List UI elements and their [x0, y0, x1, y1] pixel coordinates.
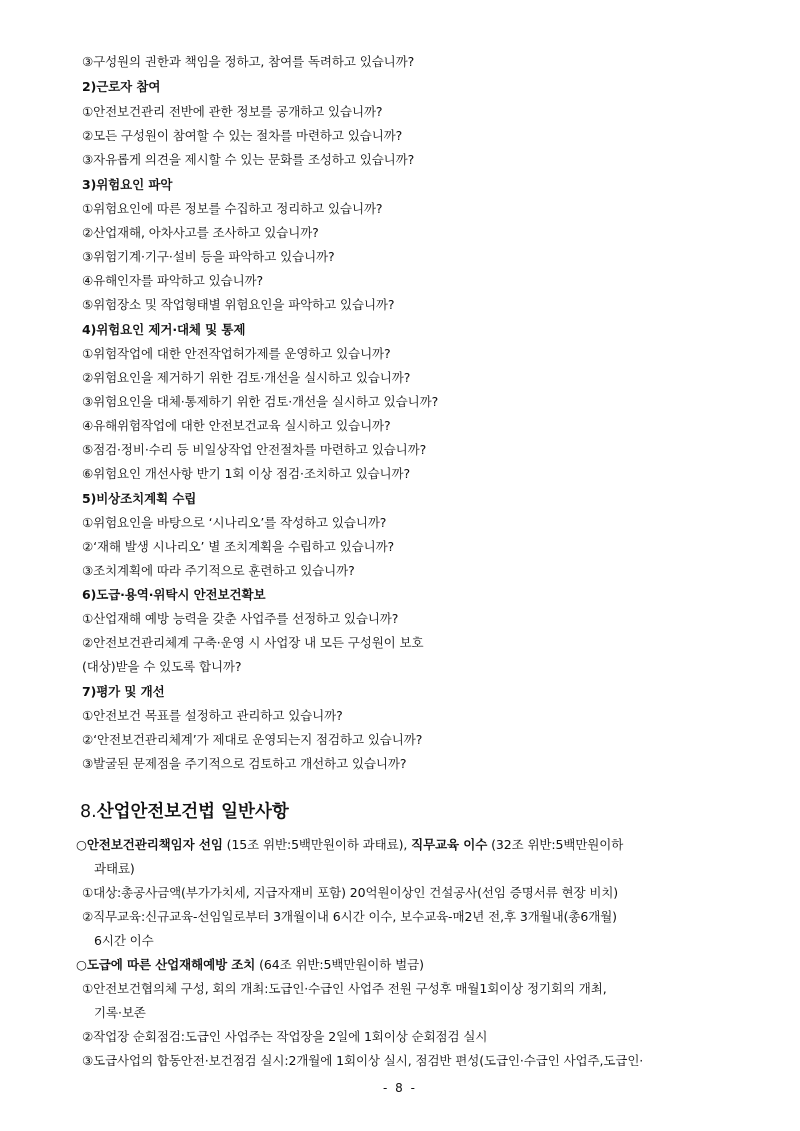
- s2-item-1: ①안전보건관리 전반에 관한 정보를 공개하고 있습니까?: [82, 104, 383, 119]
- s2-item-2: ②모든 구성원이 참여할 수 있는 절차를 마련하고 있습니까?: [82, 128, 403, 143]
- s4-item-3: ③위험요인을 대체·통제하기 위한 검토·개선을 실시하고 있습니까?: [82, 394, 439, 409]
- s3-item-1: ①위험요인에 따른 정보를 수집하고 정리하고 있습니까?: [82, 201, 383, 216]
- s8-p2-line: [76, 955, 424, 975]
- s6-item-1: ①산업재해 예방 능력을 갖춘 사업주를 선정하고 있습니까?: [82, 611, 399, 626]
- s8-p2-bold-1: 도급에 따른 산업재해예방 조치: [86, 957, 256, 972]
- s4-heading: 4)위험요인 제거·대체 및 통제: [82, 322, 246, 337]
- s8-p1-cont: 과태료): [94, 861, 135, 876]
- s5-item-3: ③조치계획에 따라 주기적으로 훈련하고 있습니까?: [82, 563, 355, 578]
- bullet: ○: [76, 837, 87, 852]
- s7-item-3: ③발굴된 문제점을 주기적으로 검토하고 개선하고 있습니까?: [82, 756, 407, 771]
- s2-heading: 2)근로자 참여: [82, 79, 161, 94]
- s8-p1-normal-1: (15조 위반:5백만원이하 과태료),: [222, 837, 412, 852]
- s5-item-2: ②‘재해 발생 시나리오’ 별 조치계획을 수립하고 있습니까?: [82, 539, 395, 554]
- s4-item-4: ④유해위험작업에 대한 안전보건교육 실시하고 있습니까?: [82, 418, 391, 433]
- s5-item-1: ①위험요인을 바탕으로 ‘시나리오’를 작성하고 있습니까?: [82, 515, 387, 530]
- s7-heading: 7)평가 및 개선: [82, 684, 165, 699]
- s6-item-2: ②안전보건관리체계 구축·운영 시 사업장 내 모든 구성원이 보호: [82, 635, 424, 650]
- s8-p2-item-1-cont: 기록·보존: [94, 1005, 146, 1020]
- s4-item-5: ⑤점검·정비·수리 등 비일상작업 안전절차를 마련하고 있습니까?: [82, 442, 427, 457]
- s8-p1-item-1: ①대상:총공사금액(부가가치세, 지급자재비 포함) 20억원이상인 건설공사(선임 증명서류 현장 비치): [82, 885, 619, 900]
- s8-p1-item-2-cont: 6시간 이수: [94, 933, 154, 948]
- s3-heading: 3)위험요인 파악: [82, 177, 173, 192]
- s8-p1-bold-1: 안전보건관리책임자 선임: [86, 837, 223, 852]
- s2-item-3: ③자유롭게 의견을 제시할 수 있는 문화를 조성하고 있습니까?: [82, 152, 415, 167]
- s3-item-2: ②산업재해, 아차사고를 조사하고 있습니까?: [82, 225, 319, 240]
- s7-item-2: ②‘안전보건관리체계’가 제대로 운영되는지 점검하고 있습니까?: [82, 732, 423, 747]
- s4-item-6: ⑥위험요인 개선사항 반기 1회 이상 점검·조치하고 있습니까?: [82, 466, 411, 481]
- section-8-heading: [80, 799, 289, 825]
- s7-item-1: ①안전보건 목표를 설정하고 관리하고 있습니까?: [82, 708, 343, 723]
- bullet: ○: [76, 957, 87, 972]
- s8-p2-normal-1: (64조 위반:5백만원이하 벌금): [255, 957, 424, 972]
- s6-heading: 6)도급·용역·위탁시 안전보건확보: [82, 587, 266, 602]
- s8-p2-item-3: ③도급사업의 합동안전·보건점검 실시:2개월에 1회이상 실시, 점검반 편성(도급인·수급인 사업주,도급인·: [82, 1053, 644, 1068]
- s3-item-5: ⑤위험장소 및 작업형태별 위험요인을 파악하고 있습니까?: [82, 297, 395, 312]
- page-number: - 8 -: [383, 1081, 417, 1095]
- s4-item-1: ①위험작업에 대한 안전작업허가제를 운영하고 있습니까?: [82, 346, 391, 361]
- s8-p1-item-2: ②직무교육:신규교육-선임일로부터 3개월이내 6시간 이수, 보수교육-매2년 전,후 3개월내(총6개월): [82, 909, 617, 924]
- s4-item-2: ②위험요인을 제거하기 위한 검토·개선을 실시하고 있습니까?: [82, 370, 411, 385]
- s8-p1-line: [76, 835, 623, 855]
- s8-p1-bold-2: 직무교육 이수: [411, 837, 488, 852]
- section-8-number: 8.: [80, 802, 97, 822]
- s8-p2-item-1: ①안전보건협의체 구성, 회의 개최:도급인·수급인 사업주 전원 구성후 매월1회이상 정기회의 개최,: [82, 981, 607, 996]
- s8-p2-item-2: ②작업장 순회점검:도급인 사업주는 작업장을 2일에 1회이상 순회점검 실시: [82, 1029, 488, 1044]
- section-8-title: 산업안전보건법 일반사항: [96, 802, 289, 822]
- s5-heading: 5)비상조치계획 수립: [82, 491, 197, 506]
- s3-item-3: ③위험기계·기구·설비 등을 파악하고 있습니까?: [82, 249, 335, 264]
- s8-p1-normal-2: (32조 위반:5백만원이하: [487, 837, 624, 852]
- s1-item-3: ③구성원의 권한과 책임을 정하고, 참여를 독려하고 있습니까?: [82, 54, 415, 69]
- s3-item-4: ④유해인자를 파악하고 있습니까?: [82, 273, 264, 288]
- s6-item-2-cont: (대상)받을 수 있도록 합니까?: [82, 659, 242, 674]
